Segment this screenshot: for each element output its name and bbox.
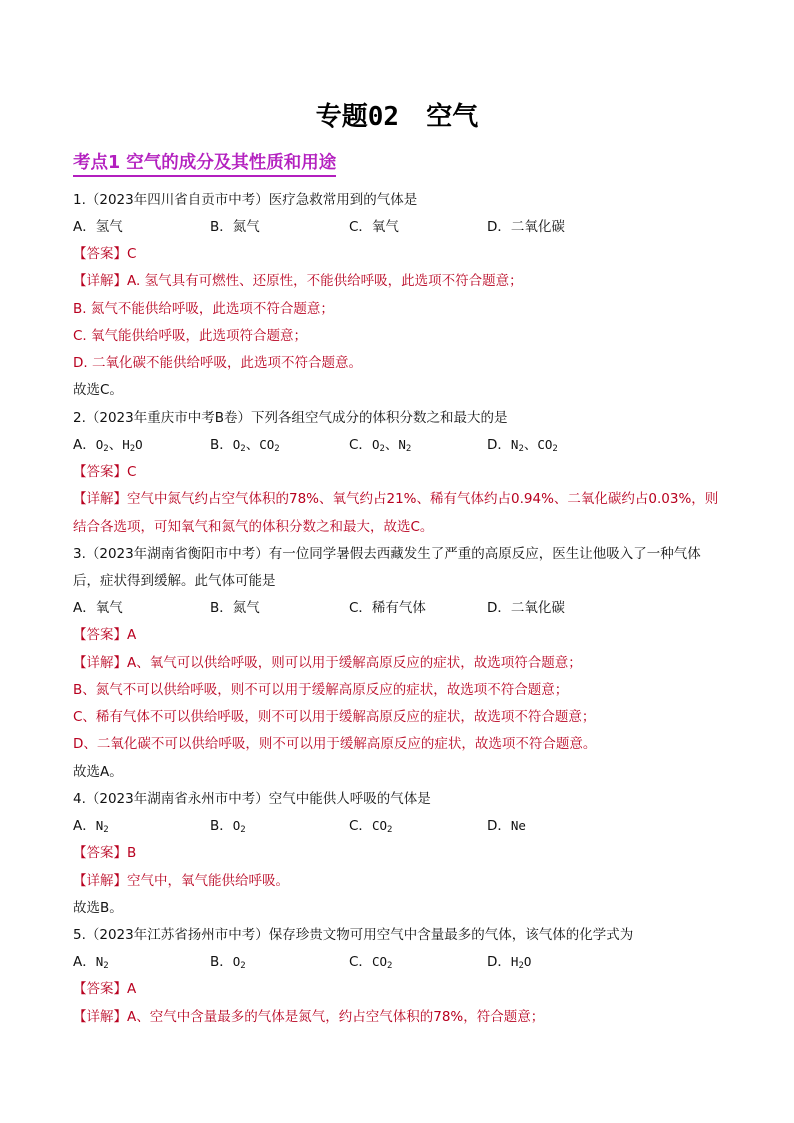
answer-label: 【答案】 bbox=[73, 981, 127, 997]
option-letter: D． bbox=[487, 437, 511, 453]
subscript: 2 bbox=[552, 444, 558, 454]
subscript: 2 bbox=[103, 444, 109, 454]
q2-options bbox=[73, 436, 723, 454]
separator: 、 bbox=[108, 437, 123, 453]
answer-label: 【答案】 bbox=[73, 627, 127, 643]
separator: 、 bbox=[384, 437, 399, 453]
section-heading: 考点1 空气的成分及其性质和用途 bbox=[73, 152, 336, 177]
q1-detail-a: A. 氢气具有可燃性、还原性，不能供给呼吸，此选项不符合题意； bbox=[127, 273, 523, 289]
q4-option-b bbox=[210, 817, 246, 835]
answer-value: C bbox=[127, 464, 137, 480]
formula: N bbox=[398, 437, 406, 452]
q1-detail-line bbox=[73, 272, 523, 290]
q5-answer bbox=[73, 980, 136, 998]
q5-detail-line bbox=[73, 1008, 544, 1026]
formula: N bbox=[95, 954, 104, 969]
formula: O bbox=[371, 437, 380, 452]
option-letter: C． bbox=[349, 818, 372, 834]
q2-detail-2: 结合各选项，可知氧气和氮气的体积分数之和最大，故选C。 bbox=[73, 519, 434, 535]
formula: O bbox=[95, 437, 104, 452]
subscript: 2 bbox=[240, 961, 246, 971]
q2-answer bbox=[73, 463, 136, 481]
option-letter: B． bbox=[210, 437, 233, 453]
option-letter: A． bbox=[73, 818, 96, 834]
q3-stem-1: 3.（2023年湖南省衡阳市中考）有一位同学暑假去西藏发生了严重的高原反应，医生让他吸入了一种气体 bbox=[73, 546, 701, 562]
q4-detail-line bbox=[73, 872, 289, 890]
q5-options bbox=[73, 953, 723, 971]
title-subject: 空气 bbox=[426, 102, 479, 132]
formula: N bbox=[510, 437, 519, 452]
option-letter: D． bbox=[487, 818, 511, 834]
option-letter: C． bbox=[349, 954, 372, 970]
formula: CO bbox=[371, 954, 387, 969]
option-letter: B． bbox=[210, 818, 233, 834]
q1-option-a: A．氢气 bbox=[73, 219, 123, 235]
subscript: 2 bbox=[405, 444, 412, 454]
subscript: 2 bbox=[103, 961, 109, 971]
subscript: 2 bbox=[274, 444, 280, 454]
q1-detail-b: B. 氮气不能供给呼吸，此选项不符合题意； bbox=[73, 301, 334, 317]
option-letter: C． bbox=[349, 437, 372, 453]
formula: CO bbox=[371, 818, 387, 833]
q5-option-b bbox=[210, 953, 246, 971]
formula: CO bbox=[259, 437, 275, 452]
option-letter: A． bbox=[73, 954, 96, 970]
q1-option-b: B．氮气 bbox=[210, 219, 260, 235]
subscript: 2 bbox=[103, 825, 109, 835]
q5-detail: A、空气中含量最多的气体是氮气，约占空气体积的78%，符合题意； bbox=[127, 1009, 545, 1025]
q1-options bbox=[73, 218, 723, 236]
q2-option-c bbox=[349, 436, 411, 454]
subscript: 2 bbox=[518, 444, 524, 454]
formula: H bbox=[510, 954, 519, 969]
q4-conclusion: 故选B。 bbox=[73, 900, 123, 916]
q3-option-c: C．稀有气体 bbox=[349, 600, 426, 616]
q2-detail-1: 空气中氮气约占空气体积的78%、氧气约占21%、稀有气体约占0.94%、二氧化碳约占0.03%，则 bbox=[127, 491, 719, 507]
q3-options bbox=[73, 599, 723, 617]
q5-option-c bbox=[349, 953, 392, 971]
q2-option-b bbox=[210, 436, 280, 454]
q3-detail-d: D、二氧化碳不可以供给呼吸，则不可以用于缓解高原反应的症状，故选项不符合题意。 bbox=[73, 736, 597, 752]
subscript: 2 bbox=[240, 825, 246, 835]
subscript: 2 bbox=[129, 444, 136, 454]
separator: 、 bbox=[245, 437, 260, 453]
answer-value: A bbox=[127, 627, 137, 643]
detail-label: 【详解】 bbox=[73, 273, 127, 289]
separator: 、 bbox=[523, 437, 538, 453]
answer-label: 【答案】 bbox=[73, 246, 127, 262]
subscript: 2 bbox=[387, 825, 393, 835]
answer-value: C bbox=[127, 246, 137, 262]
formula: O bbox=[523, 954, 532, 969]
formula: O bbox=[232, 437, 241, 452]
q1-conclusion: 故选C。 bbox=[73, 382, 123, 398]
q5-option-d bbox=[487, 953, 531, 971]
answer-value: A bbox=[127, 981, 137, 997]
option-letter: D． bbox=[487, 954, 511, 970]
option-letter: B． bbox=[210, 954, 233, 970]
q2-option-a bbox=[73, 436, 143, 454]
subscript: 2 bbox=[518, 961, 524, 971]
subscript: 2 bbox=[240, 444, 246, 454]
q2-option-d bbox=[487, 436, 558, 454]
q4-stem: 4.（2023年湖南省永州市中考）空气中能供人呼吸的气体是 bbox=[73, 791, 431, 807]
title-number: 02 bbox=[367, 102, 400, 132]
q3-option-a: A．氧气 bbox=[73, 600, 123, 616]
formula: O bbox=[232, 818, 241, 833]
q3-detail-b: B、氮气不可以供给呼吸，则不可以用于缓解高原反应的症状，故选项不符合题意； bbox=[73, 682, 569, 698]
detail-label: 【详解】 bbox=[73, 655, 127, 671]
formula: O bbox=[135, 437, 143, 452]
page-title bbox=[0, 96, 794, 133]
q4-option-d bbox=[487, 817, 526, 835]
formula: N bbox=[95, 818, 104, 833]
q3-detail-line bbox=[73, 654, 582, 672]
q3-detail-c: C、稀有气体不可以供给呼吸，则不可以用于缓解高原反应的症状，故选项不符合题意； bbox=[73, 709, 596, 725]
q1-detail-c: C. 氧气能供给呼吸，此选项符合题意； bbox=[73, 328, 308, 344]
q1-answer bbox=[73, 245, 136, 263]
q3-option-d: D．二氧化碳 bbox=[487, 600, 565, 616]
q2-detail-line bbox=[73, 490, 718, 508]
q4-answer bbox=[73, 844, 136, 862]
q1-stem: 1.（2023年四川省自贡市中考）医疗急救常用到的气体是 bbox=[73, 192, 418, 208]
answer-label: 【答案】 bbox=[73, 845, 127, 861]
q3-stem-2: 后，症状得到缓解。此气体可能是 bbox=[73, 573, 276, 589]
q4-options bbox=[73, 817, 723, 835]
q5-option-a bbox=[73, 953, 109, 971]
detail-label: 【详解】 bbox=[73, 873, 127, 889]
subscript: 2 bbox=[379, 444, 385, 454]
detail-label: 【详解】 bbox=[73, 1009, 127, 1025]
q3-conclusion: 故选A。 bbox=[73, 764, 123, 780]
detail-label: 【详解】 bbox=[73, 491, 127, 507]
q3-option-b: B．氮气 bbox=[210, 600, 260, 616]
q1-detail-d: D. 二氧化碳不能供给呼吸，此选项不符合题意。 bbox=[73, 355, 362, 371]
answer-value: B bbox=[127, 845, 137, 861]
q4-detail: 空气中，氧气能供给呼吸。 bbox=[127, 873, 289, 889]
q3-detail-a: A、氧气可以供给呼吸，则可以用于缓解高原反应的症状，故选项符合题意； bbox=[127, 655, 582, 671]
answer-label: 【答案】 bbox=[73, 464, 127, 480]
q4-option-c bbox=[349, 817, 392, 835]
q4-option-a bbox=[73, 817, 109, 835]
q1-option-d: D．二氧化碳 bbox=[487, 219, 565, 235]
q2-stem: 2.（2023年重庆市中考B卷）下列各组空气成分的体积分数之和最大的是 bbox=[73, 410, 508, 426]
title-prefix: 专题 bbox=[315, 102, 368, 132]
q1-option-c: C．氧气 bbox=[349, 219, 399, 235]
formula: O bbox=[232, 954, 241, 969]
formula: Ne bbox=[510, 818, 526, 833]
subscript: 2 bbox=[387, 961, 393, 971]
formula: CO bbox=[537, 437, 553, 452]
q3-answer bbox=[73, 626, 136, 644]
option-letter: A． bbox=[73, 437, 96, 453]
formula: H bbox=[122, 437, 130, 452]
q5-stem: 5.（2023年江苏省扬州市中考）保存珍贵文物可用空气中含量最多的气体，该气体的化学式为 bbox=[73, 927, 634, 943]
